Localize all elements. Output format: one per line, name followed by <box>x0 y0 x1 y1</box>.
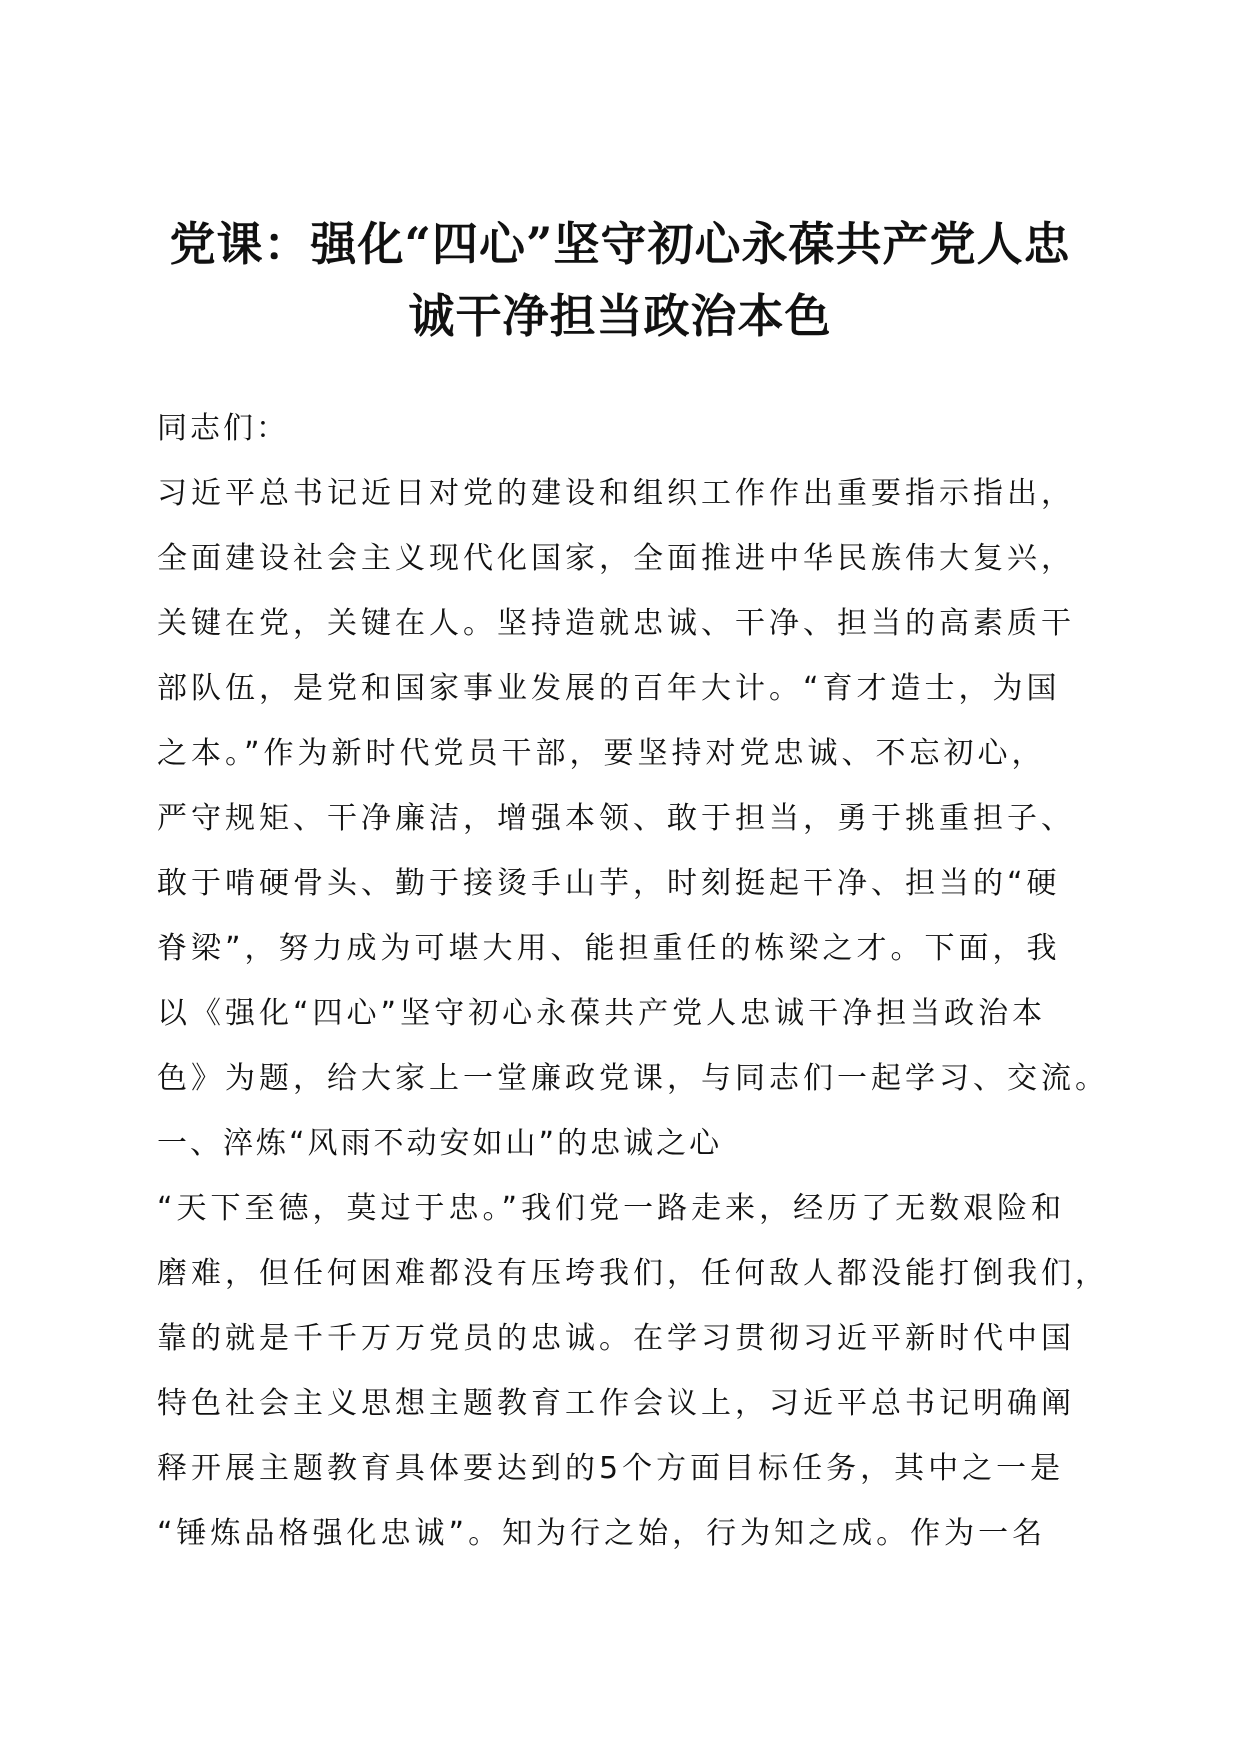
paragraph-line: 部队伍，是党和国家事业发展的百年大计。“育才造士，为国 <box>157 671 1061 706</box>
paragraph-line: “天下至德，莫过于忠。”我们党一路走来，经历了无数艰险和 <box>157 1191 1066 1226</box>
paragraph-line: 释开展主题教育具体要达到的5个方面目标任务，其中之一是 <box>157 1451 1065 1486</box>
paragraph-line: 关键在党，关键在人。坚持造就忠诚、干净、担当的高素质干 <box>157 606 1075 641</box>
paragraph-line: 以《强化“四心”坚守初心永葆共产党人忠诚干净担当政治本 <box>157 996 1047 1031</box>
intro-paragraph <box>157 461 1117 1111</box>
document-title <box>100 208 1140 352</box>
paragraph-line: 全面建设社会主义现代化国家，全面推进中华民族伟大复兴， <box>157 541 1075 576</box>
paragraph-line: 色》为题，给大家上一堂廉政党课，与同志们一起学习、交流。 <box>157 1061 1109 1096</box>
paragraph-line: 之本。”作为新时代党员干部，要坚持对党忠诚、不忘初心， <box>157 736 1046 771</box>
paragraph-line: 特色社会主义思想主题教育工作会议上，习近平总书记明确阐 <box>157 1386 1075 1421</box>
paragraph-line: 磨难，但任何困难都没有压垮我们，任何敌人都没能打倒我们， <box>157 1256 1109 1291</box>
paragraph-line: 脊梁”，努力成为可堪大用、能担重任的栋梁之才。下面，我 <box>157 931 1061 966</box>
salutation: 同志们： <box>157 411 289 446</box>
paragraph-line: 严守规矩、干净廉洁，增强本领、敢于担当，勇于挑重担子、 <box>157 801 1075 836</box>
title-line: 党课：强化“四心”坚守初心永葆共产党人忠 <box>169 217 1071 271</box>
document-body <box>157 396 1117 1566</box>
section1-paragraph <box>157 1176 1117 1566</box>
paragraph-line: 靠的就是千千万万党员的忠诚。在学习贯彻习近平新时代中国 <box>157 1321 1075 1356</box>
paragraph-line: 习近平总书记近日对党的建设和组织工作作出重要指示指出， <box>157 476 1075 511</box>
title-line: 诚干净担当政治本色 <box>408 289 832 343</box>
section-heading: 一、淬炼“风雨不动安如山”的忠诚之心 <box>157 1126 723 1161</box>
paragraph-line: 敢于啃硬骨头、勤于接烫手山芋，时刻挺起干净、担当的“硬 <box>157 866 1061 901</box>
paragraph-line: “锤炼品格强化忠诚”。知为行之始，行为知之成。作为一名 <box>157 1516 1047 1551</box>
